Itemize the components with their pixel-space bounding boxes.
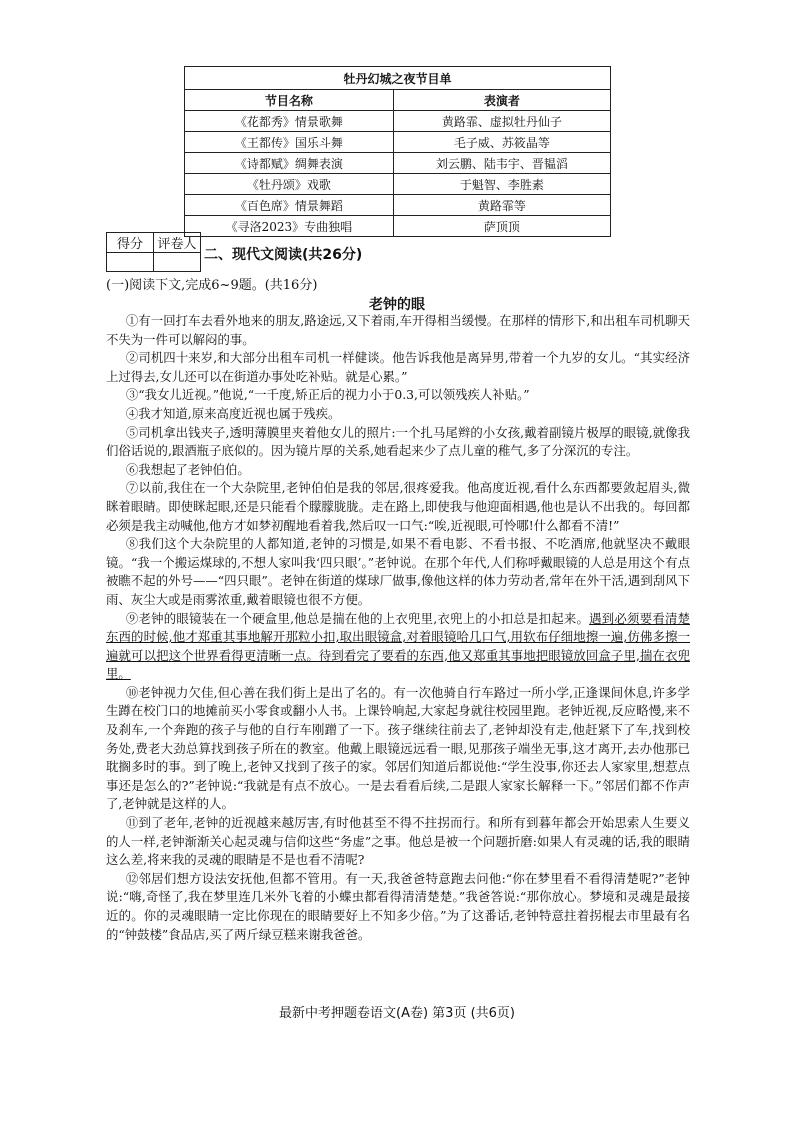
paragraph: ⑤司机拿出钱夹子,透明薄膜里夹着他女儿的照片:一个扎马尾辫的小女孩,戴着副镜片极厚的眼镜,就像我们俗话说的,跟酒瓶子底似的。因为镜片厚的关系,她看起来少了点儿童的稚气,多了分深沉的专注。	[106, 424, 690, 459]
table-row	[185, 195, 611, 216]
score-cell[interactable]	[107, 253, 154, 272]
performer-name: 黄路霏等	[393, 195, 610, 216]
paragraph: ③“我女儿近视。”他说,“一千度,矫正后的视力小于0.3,可以领残疾人补贴。”	[125, 387, 530, 403]
program-name: 《牡丹颂》戏歌	[185, 174, 394, 195]
paragraph: ①有一回打车去看外地来的朋友,路途远,又下着雨,车开得相当缓慢。在那样的情形下,和出租车司机聊天不失为一件可以解闷的事。	[106, 313, 690, 347]
paragraph: ⑩老钟视力欠佳,但心善在我们街上是出了名的。有一次他骑自行车路过一所小学,正逢课间休息,许多学生蹲在校门口的地摊前买小零食或翻小人书。上课铃响起,大家起身就往校园里跑。老钟近视,反应略慢,来不及刹车,一个奔跑的孩子与他的自行车刚蹭了一下。孩子继续往前去了,老钟却没有走,他赶紧下了车,找到校务处,费老大劲总算找到孩子所在的教室。他戴上眼镜远远看一眼,见那孩子端坐无事,这才离开,去办他那已耽搁多时的事。到了晚上,老钟又找到了孩子的家。邻居们知道后都说他:“学生没事,你还去人家家里,想惹点事还是怎么的?”老钟说:“我就是有点不放心。一是去看看后续,二是跟人家家长解释一下。”邻居们都不作声了,老钟就是这样的人。	[106, 684, 690, 812]
program-name: 《诗都赋》绸舞表演	[185, 153, 394, 174]
table-row	[185, 153, 611, 174]
performer-name: 于魁智、李胜素	[393, 174, 610, 195]
table-row	[185, 132, 611, 153]
score-box	[106, 232, 201, 272]
table-row	[185, 174, 611, 195]
performer-name: 萨顶顶	[393, 216, 610, 237]
paragraph-9	[106, 610, 690, 684]
column-header-performer: 表演者	[393, 90, 610, 111]
section-title: 二、现代文阅读(共26分)	[204, 247, 363, 263]
paragraph: ⑪到了老年,老钟的近视越来越厉害,有时他甚至不得不拄拐而行。和所有到暮年都会开始思索人生要义的人一样,老钟渐渐关心起灵魂与信仰这些“务虚”之事。他总是被一个问题折磨:如果人有灵魂的话,我的眼睛这么差,将来我的灵魂的眼睛是不是也看不清呢?	[106, 815, 690, 868]
program-name: 《寻洛2023》专曲独唱	[185, 216, 394, 237]
paragraph: ⑦以前,我住在一个大杂院里,老钟伯伯是我的邻居,很疼爱我。他高度近视,看什么东西都要敛起眉头,微眯着眼睛。即使眯起眼,还是只能看个朦朦胧胧。走在路上,即使我与他迎面相遇,他也是认不出我的。每回都必须是我主动喊他,他方才如梦初醒地看着我,然后叹一口气:“唉,近视眼,可怜哪!什么都看不清!”	[106, 480, 690, 533]
paragraph: ②司机四十来岁,和大部分出租车司机一样健谈。他告诉我他是离异男,带着一个九岁的女儿。“其实经济上过得去,女儿还可以在街道办事处吃补贴。就是心累。”	[106, 350, 690, 384]
program-table	[184, 66, 611, 237]
program-name: 《百色席》情景舞蹈	[185, 195, 394, 216]
performer-name: 毛子威、苏筱晶等	[393, 132, 610, 153]
grader-cell[interactable]	[154, 253, 201, 272]
essay-body	[106, 312, 690, 944]
underlined-sentence: 遇到必须要看清楚东西的时候,他才郑重其事地解开那粒小扣,取出眼镜盒,对着眼镜哈几口气,用软布仔细地擦一遍,仿佛多擦一遍就可以把这个世界看得更清晰一点。待到看完了要看的东西,他又郑重其事地把眼镜放回盒子里,揣在衣兜里。	[106, 610, 690, 682]
paragraph: ⑫邻居们想方设法安抚他,但都不管用。有一天,我爸爸特意跑去问他:“你在梦里看不看得清楚呢?”老钟说:“嗨,奇怪了,我在梦里连几米外飞着的小蝶虫都看得清清楚楚。”我爸答说:“那你放心。梦境和灵魂是最接近的。你的灵魂眼睛一定比你现在的眼睛要好上不知多少倍。”为了这番话,老钟特意拄着拐棍去市里最有名的“钟鼓楼”食品店,买了两斤绿豆糕来谢我爸爸。	[106, 870, 690, 942]
program-name: 《王都传》国乐斗舞	[185, 132, 394, 153]
essay-title: 老钟的眼	[369, 297, 425, 313]
program-table-title: 牡丹幻城之夜节目单	[185, 67, 611, 90]
grader-label: 评卷人	[154, 233, 201, 253]
table-row	[185, 216, 611, 237]
paragraph: ⑧我们这个大杂院里的人都知道,老钟的习惯是,如果不看电影、不看书报、不吃酒席,他就坚决不戴眼镜。“我一个搬运煤球的,不想人家叫我‘四只眼’。”老钟说。在那个年代,人们称呼戴眼镜的人总是用这个有点被瞧不起的外号——“四只眼”。老钟在街道的煤球厂做事,像他这样的体力劳动者,常年在外干活,遇到刮风下雨、灰尘大或是雨雾浓重,戴着眼镜也很不方便。	[106, 536, 690, 607]
page-footer: 最新中考押题卷语文(A卷) 第3页 (共6页)	[279, 1006, 515, 1021]
performer-name: 刘云鹏、陆韦宇、晋韫滔	[393, 153, 610, 174]
table-row	[185, 111, 611, 132]
performer-name: 黄路霏、虚拟牡丹仙子	[393, 111, 610, 132]
column-header-program: 节目名称	[185, 90, 394, 111]
paragraph: ⑥我想起了老钟伯伯。	[125, 461, 250, 477]
program-name: 《花都秀》情景歌舞	[185, 111, 394, 132]
paragraph-9-text: ⑨老钟的眼镜装在一个硬盒里,他总是揣在他的上衣兜里,衣兜上的小扣总是扣起来。	[125, 610, 590, 626]
question-instruction: (一)阅读下文,完成6~9题。(共16分)	[106, 278, 318, 293]
paragraph: ④我才知道,原来高度近视也属于残疾。	[125, 405, 341, 421]
score-label: 得分	[107, 233, 154, 253]
